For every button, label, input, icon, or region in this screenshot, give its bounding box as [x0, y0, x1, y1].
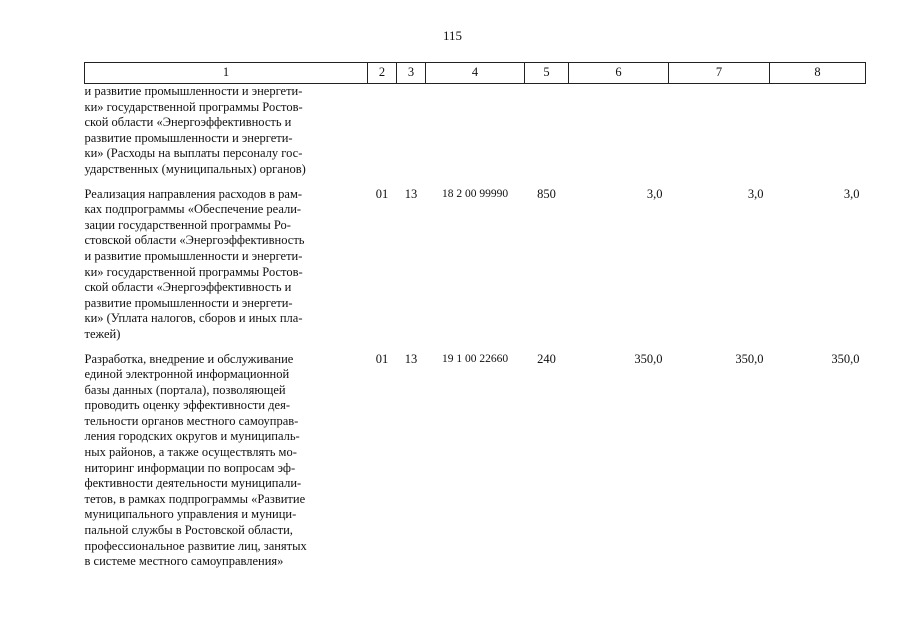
page-number: 115	[442, 28, 463, 43]
description-line: ки» государственной программы Ростов-	[84, 99, 303, 114]
description-line: ской области «Энергоэффективность и	[84, 280, 292, 295]
subsection-code: 13	[404, 186, 418, 201]
description-line: тежей)	[84, 326, 121, 341]
description-line: ки» (Уплата налогов, сборов и иных пла-	[84, 311, 303, 326]
expense-description	[85, 84, 368, 187]
expense-type-code	[525, 84, 569, 187]
section-code: 01	[375, 351, 389, 366]
header-col-4: 4	[426, 63, 525, 84]
header-col-1: 1	[85, 63, 368, 84]
description-line: тетов, в рамках подпрограммы «Развитие	[84, 491, 306, 506]
amount-col-7	[669, 84, 770, 187]
header-col-8: 8	[770, 63, 866, 84]
description-line: и развитие промышленности и энергети-	[84, 84, 303, 98]
description-line: ки» государственной программы Ростов-	[84, 264, 303, 279]
header-col-7: 7	[669, 63, 770, 84]
header-col-2: 2	[368, 63, 397, 84]
subsection-code: 13	[404, 351, 418, 366]
section-code	[368, 84, 397, 187]
subsection-code	[397, 84, 426, 187]
description-line: развитие промышленности и энергети-	[84, 130, 293, 145]
section-code: 01	[375, 186, 389, 201]
description-line: стовской области «Энергоэффективность	[84, 233, 305, 248]
amount-col-6: 3,0	[646, 186, 663, 201]
amount-col-8: 3,0	[843, 186, 860, 201]
amount-col-6	[569, 84, 669, 187]
description-line: фективности деятельности муниципали-	[84, 476, 302, 491]
description-line: ки» (Расходы на выплаты персоналу гос-	[84, 146, 303, 161]
expense-description	[85, 352, 368, 579]
header-col-6: 6	[569, 63, 669, 84]
description-line: зации государственной программы Ро-	[84, 217, 291, 232]
amount-col-8: 350,0	[831, 351, 860, 366]
table-header-row	[85, 63, 866, 84]
expense-type-code: 240	[537, 351, 556, 366]
description-line: проводить оценку эффективности дея-	[84, 398, 291, 413]
amount-col-8	[770, 84, 866, 187]
description-line: профессиональное развитие лиц, занятых	[84, 538, 307, 553]
description-line: ления городских округов и муниципаль-	[84, 429, 300, 444]
description-line: базы данных (портала), позволяющей	[84, 382, 286, 397]
description-line: ниторинг информации по вопросам эф-	[84, 460, 296, 475]
table-body	[85, 84, 866, 579]
expense-description	[85, 187, 368, 352]
description-line: пальной службы в Ростовской области,	[84, 523, 293, 538]
target-article-code: 19 1 00 22660	[441, 352, 509, 365]
amount-col-7: 350,0	[735, 351, 764, 366]
description-line: развитие промышленности и энергети-	[84, 295, 293, 310]
expense-type-code: 850	[537, 186, 556, 201]
description-line: в системе местного самоуправления»	[84, 554, 284, 569]
table-row	[85, 187, 866, 352]
amount-col-7: 3,0	[747, 186, 764, 201]
description-line: ных районов, а также осуществлять мо-	[84, 445, 297, 460]
budget-table	[84, 62, 866, 579]
header-col-5: 5	[525, 63, 569, 84]
description-line: ках подпрограммы «Обеспечение реали-	[84, 202, 302, 217]
table-row	[85, 84, 866, 187]
description-line: муниципального управления и муници-	[84, 507, 297, 522]
amount-col-6: 350,0	[634, 351, 663, 366]
table-row	[85, 352, 866, 579]
description-line: ской области «Энергоэффективность и	[84, 115, 292, 130]
target-article-code	[426, 84, 525, 187]
description-line: Реализация направления расходов в рам-	[84, 186, 303, 201]
description-line: Разработка, внедрение и обслуживание	[84, 351, 294, 366]
description-line: единой электронной информационной	[84, 367, 290, 382]
description-line: тельности органов местного самоуправ-	[84, 413, 299, 428]
header-col-3: 3	[397, 63, 426, 84]
description-line: ударственных (муниципальных) органов)	[84, 161, 306, 176]
target-article-code: 18 2 00 99990	[441, 187, 509, 200]
description-line: и развитие промышленности и энергети-	[84, 248, 303, 263]
